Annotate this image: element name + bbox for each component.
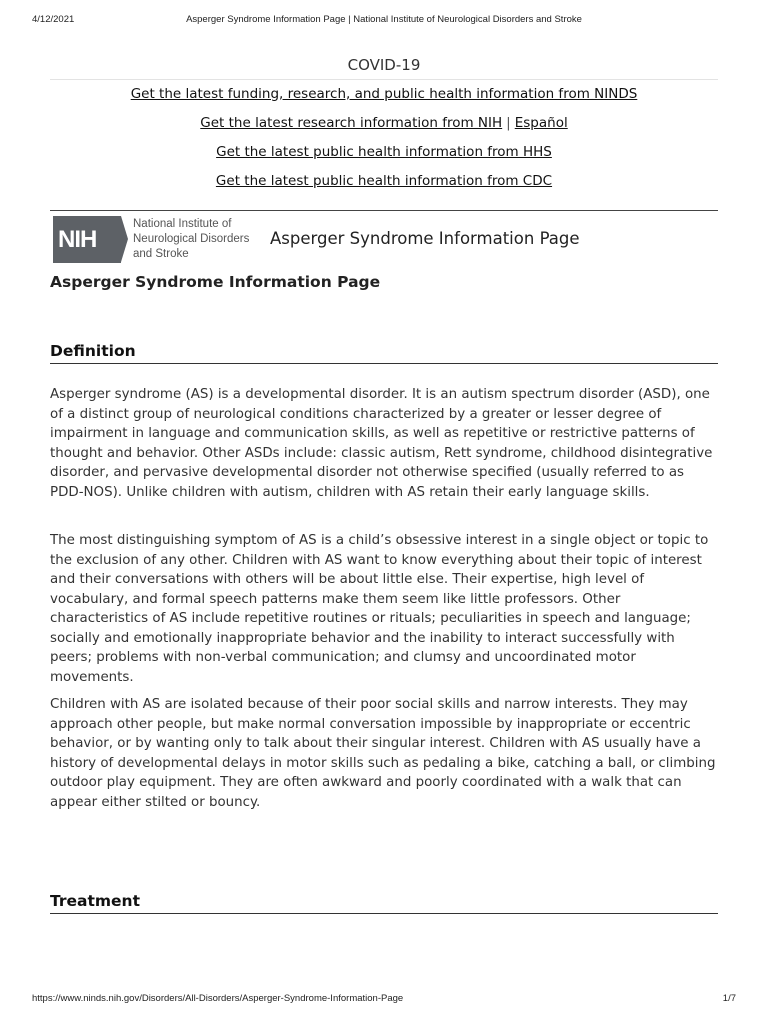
covid-link-cdc[interactable]: Get the latest public health information from CDC <box>215 173 553 189</box>
covid-line-nih <box>50 115 718 144</box>
covid-link-ninds[interactable]: Get the latest funding, research, and public health information from NINDS <box>130 86 638 102</box>
banner-divider <box>50 210 718 211</box>
covid-links <box>50 86 718 202</box>
nih-logo-mark-text: NIH <box>58 226 97 253</box>
link-separator: | <box>506 115 511 131</box>
paragraph-text: Children with AS are isolated because of their poor social skills and narrow interests. They may approach other people, but make normal conversation impossible by inappropriate or eccentric behavior, or by wanting only to talk about their singular interest. Children with AS usually have a history of developmental delays in motor skills such as pedaling a bike, catching a ball, or climbing outdoor play equipment. They are often awkward and poorly coordinated with a walk that can appear either stilted or bouncy. <box>50 697 716 810</box>
logo-text-line-3: and Stroke <box>133 248 189 260</box>
section-heading-definition: Definition <box>50 342 718 364</box>
covid-line-cdc <box>50 173 718 202</box>
covid-title: COVID-19 <box>347 56 421 74</box>
logo-text-line-1: National Institute of <box>133 218 232 230</box>
section-heading-treatment: Treatment <box>50 892 718 914</box>
covid-divider <box>50 79 718 80</box>
definition-paragraph-2 <box>50 531 720 687</box>
covid-line-hhs <box>50 144 718 173</box>
covid-link-nih[interactable]: Get the latest research information from NIH <box>200 115 503 131</box>
covid-line-ninds <box>50 86 718 115</box>
logo-chevron-icon <box>121 216 128 262</box>
nih-ninds-logo[interactable] <box>53 216 249 263</box>
print-document-title: Asperger Syndrome Information Page | National Institute of Neurological Disorders and Stroke <box>186 14 582 25</box>
banner-title: Asperger Syndrome Information Page <box>270 229 580 248</box>
print-date: 4/12/2021 <box>32 14 75 25</box>
paragraph-text: Asperger syndrome (AS) is a developmental disorder. It is an autism spectrum disorder (ASD), one of a distinct group of neurological conditions characterized by a greater or lesser degree of impairment in language and communication skills, as well as repetitive or restrictive patterns of thought and behavior. Other ASDs include: classic autism, Rett syndrome, childhood disintegrative disorder, and pervasive developmental disorder not otherwise specified (usually referred to as PDD-NOS). Unlike children with autism, children with AS retain their early language skills. <box>50 387 713 500</box>
print-page-number: 1/7 <box>722 993 736 1004</box>
covid-link-espanol[interactable]: Español <box>514 115 568 131</box>
logo-text <box>133 217 249 262</box>
definition-paragraph-1 <box>50 385 720 502</box>
nih-logo-mark <box>53 216 121 263</box>
covid-link-hhs[interactable]: Get the latest public health information from HHS <box>216 144 552 160</box>
page-title: Asperger Syndrome Information Page <box>50 273 381 291</box>
paragraph-text: The most distinguishing symptom of AS is a child’s obsessive interest in a single object or topic to the exclusion of any other. Children with AS want to know everything about their topic of interest and their conversations with others will be about little else. Their expertise, high level of vocabulary, and formal speech patterns make them seem like little professors. Other characteristics of AS include repetitive routines or rituals; peculiarities in speech and language; socially and emotionally inappropriate behavior and the inability to interact successfully with peers; problems with non-verbal communication; and clumsy and uncoordinated motor movements. <box>50 533 709 685</box>
logo-text-line-2: Neurological Disorders <box>133 233 250 245</box>
print-url: https://www.ninds.nih.gov/Disorders/All-Disorders/Asperger-Syndrome-Information-Page <box>32 993 404 1004</box>
definition-paragraph-3 <box>50 695 720 812</box>
